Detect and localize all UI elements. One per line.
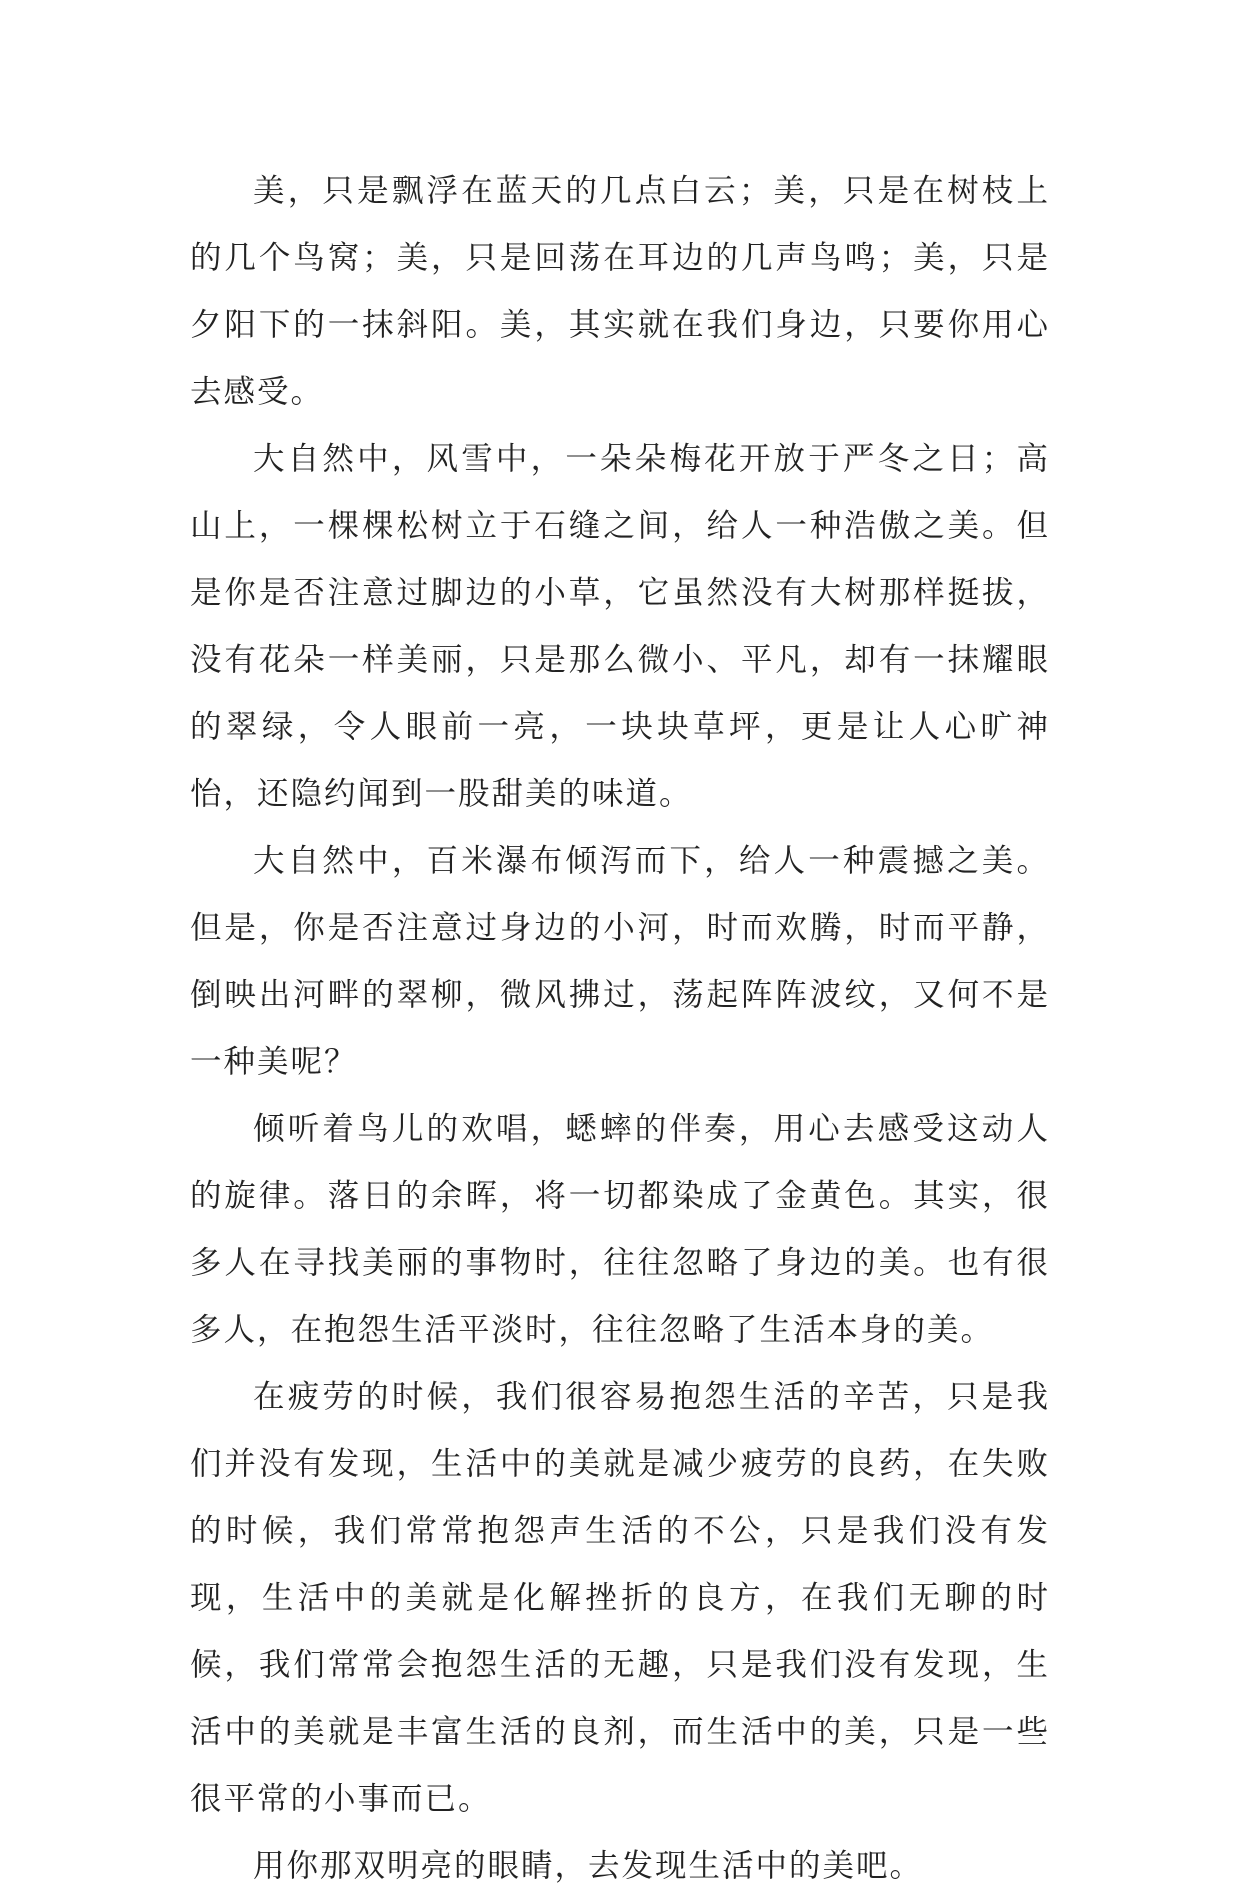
paragraph-3: 大自然中，百米瀑布倾泻而下，给人一种震撼之美。但是，你是否注意过身边的小河，时而欢腾，时而平静，倒映出河畔的翠柳，微风拂过，荡起阵阵波纹，又何不是一种美呢？ [190, 843, 1050, 1080]
paragraph-6: 用你那双明亮的眼睛，去发现生活中的美吧。 [253, 1848, 924, 1884]
paragraph-4: 倾听着鸟儿的欢唱，蟋蟀的伴奏，用心去感受这动人的旋律。落日的余晖，将一切都染成了金黄色。其实，很多人在寻找美丽的事物时，往往忽略了身边的美。也有很多人，在抱怨生活平淡时，往往忽略了生活本身的美。 [190, 1111, 1050, 1348]
essay-body [190, 158, 1050, 1900]
paragraph-5: 在疲劳的时候，我们很容易抱怨生活的辛苦，只是我们并没有发现，生活中的美就是减少疲劳的良药，在失败的时候，我们常常抱怨声生活的不公，只是我们没有发现，生活中的美就是化解挫折的良方，在我们无聊的时候，我们常常会抱怨生活的无趣，只是我们没有发现，生活中的美就是丰富生活的良剂，而生活中的美，只是一些很平常的小事而已。 [190, 1379, 1050, 1817]
paragraph-2: 大自然中，风雪中，一朵朵梅花开放于严冬之日；高山上，一棵棵松树立于石缝之间，给人一种浩傲之美。但是你是否注意过脚边的小草，它虽然没有大树那样挺拔，没有花朵一样美丽，只是那么微小、平凡，却有一抹耀眼的翠绿，令人眼前一亮，一块块草坪，更是让人心旷神怡，还隐约闻到一股甜美的味道。 [190, 441, 1050, 812]
paragraph-1: 美，只是飘浮在蓝天的几点白云；美，只是在树枝上的几个鸟窝；美，只是回荡在耳边的几声鸟鸣；美，只是夕阳下的一抹斜阳。美，其实就在我们身边，只要你用心去感受。 [190, 173, 1050, 410]
